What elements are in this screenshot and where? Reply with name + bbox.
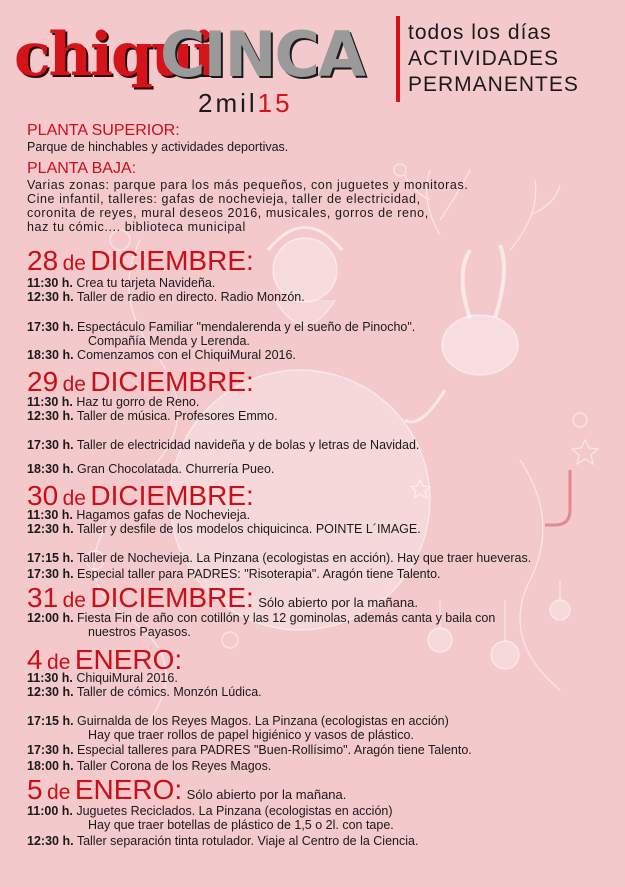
- logo-cinca: CINCA: [160, 18, 364, 91]
- planta-superior: [27, 122, 602, 154]
- tagline: [408, 20, 579, 98]
- planta-baja-line: Cine infantil, talleres: gafas de nochevieja, taller de electricidad,: [27, 192, 421, 206]
- tagline-line-2: ACTIVIDADES: [408, 47, 560, 70]
- event-row: 17:30 h. Espectáculo Familiar "mendalerenda y el sueño de Pinocho". Compañía Menda y Lerenda.: [27, 320, 416, 348]
- tagline-line-3: PERMANENTES: [408, 73, 579, 96]
- day-heading: 30 de DICIEMBRE:: [27, 480, 254, 511]
- event-row: 12:30 h. Taller y desfile de los modelos chiquicinca. POINTE L´IMAGE.: [27, 522, 421, 536]
- day-heading: 31 de DICIEMBRE: Sólo abierto por la mañana.: [27, 582, 418, 613]
- planta-baja-line: Varias zonas: parque para los más pequeños, con juguetes y monitoras.: [27, 178, 469, 192]
- day-heading: 4 de ENERO:: [27, 644, 183, 675]
- day-heading: 29 de DICIEMBRE:: [27, 366, 254, 397]
- event-row: 17:30 h. Taller de electricidad navideña y de bolas y letras de Navidad.: [27, 438, 420, 452]
- event-row: 12:30 h. Taller de cómics. Monzón Lúdica.: [27, 685, 262, 699]
- logo-year: 2mil15: [198, 88, 293, 118]
- event-row: 12:30 h. Taller de música. Profesores Emmo.: [27, 409, 278, 423]
- planta-baja-line: haz tu cómic.... biblioteca municipal: [27, 220, 246, 234]
- event-row: 11:30 h. Haz tu gorro de Reno.: [27, 395, 200, 409]
- event-row: 18:00 h. Taller Corona de los Reyes Magos.: [27, 759, 272, 773]
- event-row: 12:30 h. Taller de radio en directo. Radio Monzón.: [27, 290, 305, 304]
- day-heading: 28 de DICIEMBRE:: [27, 245, 254, 276]
- event-row: 17:15 h. Taller de Nochevieja. La Pinzana (ecologistas en acción). Hay que traer hueveras.: [27, 551, 532, 565]
- event-row: 11:00 h. Juguetes Reciclados. La Pinzana (ecologistas en acción) Hay que traer botellas de plástico de 1,5 o 2l. con tape.: [27, 804, 394, 832]
- event-row: 11:30 h. Hagamos gafas de Nochevieja.: [27, 508, 251, 522]
- planta-superior-title: PLANTA SUPERIOR:: [27, 122, 180, 139]
- event-row: 18:30 h. Comenzamos con el ChiquiMural 2016.: [27, 348, 296, 362]
- chiquicinca-logo: [14, 18, 394, 118]
- event-row: 12:00 h. Fiesta Fin de año con cotillón y las 12 gominolas, además canta y baila con nuestros Payasos.: [27, 611, 496, 639]
- planta-baja: [27, 160, 602, 234]
- event-row: 11:30 h. Crea tu tarjeta Navideña.: [27, 276, 216, 290]
- event-row: 17:15 h. Guirnalda de los Reyes Magos. La Pinzana (ecologistas en acción) Hay que traer rollos de papel higiénico y vasos de plástico.: [27, 714, 449, 742]
- tagline-line-1: todos los días: [408, 21, 552, 44]
- event-row: 17:30 h. Especial talleres para PADRES "Buen-Rollísimo". Aragón tiene Talento.: [27, 743, 472, 757]
- planta-baja-line: coronita de reyes, mural deseos 2016, musicales, gorros de reno,: [27, 206, 429, 220]
- planta-superior-text: Parque de hinchables y actividades deportivas.: [27, 140, 289, 154]
- event-row: 18:30 h. Gran Chocolatada. Churrería Pueo.: [27, 462, 275, 476]
- header-divider: [396, 16, 400, 102]
- logo-chiqui: chiqui: [14, 20, 214, 90]
- event-row: 17:30 h. Especial taller para PADRES: "Risoterapia". Aragón tiene Talento.: [27, 567, 441, 581]
- event-row: 11:30 h. ChiquiMural 2016.: [27, 671, 178, 685]
- day-heading: 5 de ENERO: Sólo abierto por la mañana.: [27, 774, 347, 805]
- event-row: 12:30 h. Taller separación tinta rotulador. Viaje al Centro de la Ciencia.: [27, 834, 419, 848]
- planta-baja-title: PLANTA BAJA:: [27, 160, 137, 177]
